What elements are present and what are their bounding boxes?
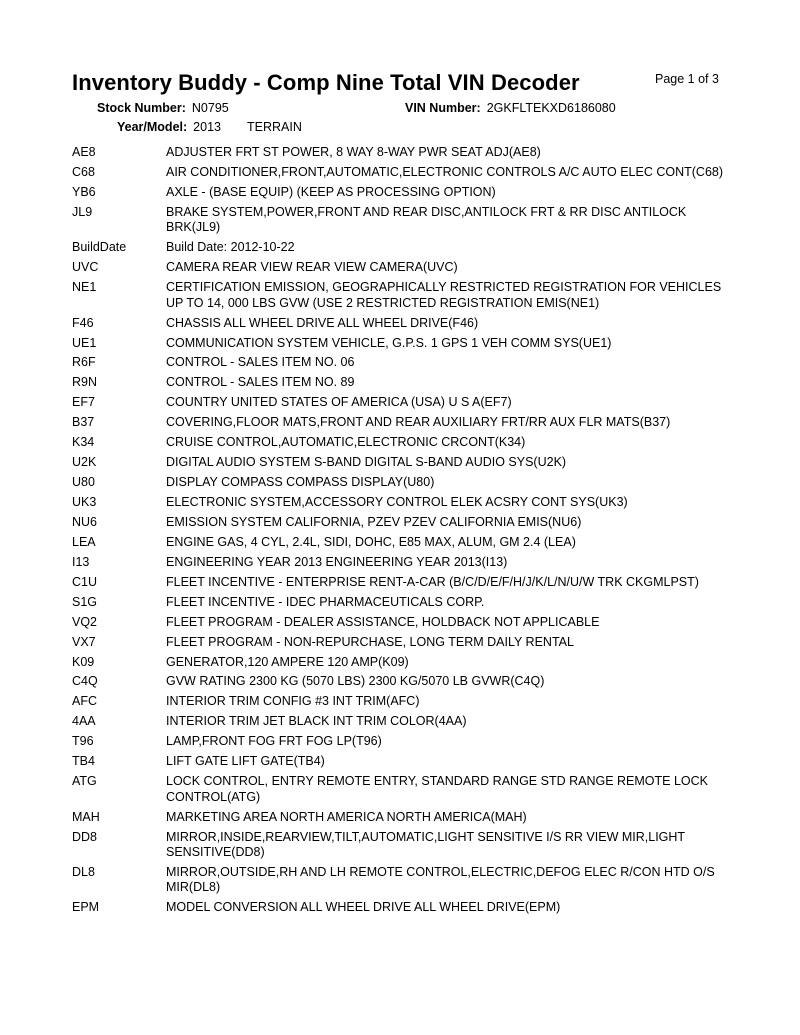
stock-number-field: [97, 101, 229, 115]
option-description: GENERATOR,120 AMPERE 120 AMP(K09): [166, 654, 409, 669]
option-code: EPM: [72, 900, 100, 915]
option-code: LEA: [72, 534, 96, 549]
option-code: U2K: [72, 455, 97, 470]
option-description: FLEET INCENTIVE - IDEC PHARMACEUTICALS CORP.: [166, 594, 485, 609]
option-code: F46: [72, 315, 94, 330]
option-description: DIGITAL AUDIO SYSTEM S-BAND DIGITAL S-BAND AUDIO SYS(U2K): [166, 455, 567, 470]
option-code: UE1: [72, 335, 97, 350]
option-code: NU6: [72, 514, 98, 529]
option-code: UVC: [72, 260, 99, 275]
option-code-row: [72, 280, 732, 315]
option-code: K09: [72, 654, 95, 669]
option-description: FLEET INCENTIVE - ENTERPRISE RENT-A-CAR (B/C/D/E/F/H/J/K/L/N/U/W TRK CKGMLPST): [166, 574, 699, 589]
option-code: ATG: [72, 774, 97, 789]
option-code: NE1: [72, 280, 97, 295]
page-indicator: Page 1 of 3: [655, 72, 719, 86]
option-description: FLEET PROGRAM - NON-REPURCHASE, LONG TERM DAILY RENTAL: [166, 634, 574, 649]
option-description: EMISSION SYSTEM CALIFORNIA, PZEV PZEV CALIFORNIA EMIS(NU6): [166, 514, 582, 529]
option-description: DISPLAY COMPASS COMPASS DISPLAY(U80): [166, 475, 435, 490]
option-code-row: [72, 595, 732, 615]
year-model-field: [117, 120, 302, 134]
option-description: AIR CONDITIONER,FRONT,AUTOMATIC,ELECTRONIC CONTROLS A/C AUTO ELEC CONT(C68): [166, 164, 724, 179]
option-code-row: [72, 145, 732, 165]
year-model-label: Year/Model:: [117, 120, 188, 134]
option-description: Build Date: 2012-10-22: [166, 240, 295, 255]
option-code-row: [72, 205, 732, 240]
stock-number-value: N0795: [191, 101, 229, 115]
option-code: B37: [72, 415, 95, 430]
option-code: MAH: [72, 809, 100, 824]
option-description: COMMUNICATION SYSTEM VEHICLE, G.P.S. 1 GPS 1 VEH COMM SYS(UE1): [166, 335, 612, 350]
option-code-row: [72, 734, 732, 754]
option-code: AFC: [72, 694, 97, 709]
option-code: 4AA: [72, 714, 96, 729]
option-description: ELECTRONIC SYSTEM,ACCESSORY CONTROL ELEK ACSRY CONT SYS(UK3): [166, 495, 628, 509]
option-code: T96: [72, 734, 94, 749]
document-title: Inventory Buddy - Comp Nine Total VIN Decoder: [72, 70, 580, 95]
option-code-row: [72, 395, 732, 415]
option-code: C68: [72, 164, 95, 179]
option-code-row: [72, 555, 732, 575]
option-description: CONTROL - SALES ITEM NO. 06: [166, 355, 355, 370]
option-code: JL9: [72, 204, 93, 219]
option-code: UK3: [72, 495, 97, 509]
option-code-row: [72, 575, 732, 595]
option-code-row: [72, 810, 732, 830]
option-code: C1U: [72, 574, 98, 589]
option-code-row: [72, 865, 732, 900]
vin-number-label: VIN Number:: [405, 101, 481, 115]
option-code-row: [72, 240, 732, 260]
option-code-row: [72, 336, 732, 356]
option-description: FLEET PROGRAM - DEALER ASSISTANCE, HOLDBACK NOT APPLICABLE: [166, 614, 600, 629]
option-code-row: [72, 316, 732, 336]
option-code-row: [72, 375, 732, 395]
option-description: BRAKE SYSTEM,POWER,FRONT AND REAR DISC,ANTILOCK FRT & RR DISC ANTILOCK BRK(JL9): [166, 204, 687, 235]
option-code: TB4: [72, 754, 95, 769]
option-code: DD8: [72, 829, 98, 844]
option-code-row: [72, 415, 732, 435]
option-code-row: [72, 355, 732, 375]
option-code-row: [72, 714, 732, 734]
option-code-row: [72, 830, 732, 865]
option-code-row: [72, 475, 732, 495]
option-code-row: [72, 455, 732, 475]
stock-number-label: Stock Number:: [97, 101, 186, 115]
option-description: MIRROR,INSIDE,REARVIEW,TILT,AUTOMATIC,LIGHT SENSITIVE I/S RR VIEW MIR,LIGHT SENSITIVE(DD8): [166, 829, 685, 859]
option-description: CERTIFICATION EMISSION, GEOGRAPHICALLY RESTRICTED REGISTRATION FOR VEHICLES UP TO 14, 000 LBS GVW (USE 2 RESTRICTED REGISTRATION EMIS(NE1): [166, 280, 722, 310]
option-code: VQ2: [72, 614, 98, 629]
option-code: DL8: [72, 864, 95, 879]
option-code: YB6: [72, 184, 96, 199]
option-code-row: [72, 615, 732, 635]
option-description: INTERIOR TRIM JET BLACK INT TRIM COLOR(4AA): [166, 714, 467, 729]
option-code-row: [72, 260, 732, 280]
option-code-row: [72, 495, 732, 515]
option-code: AE8: [72, 145, 96, 159]
model-value: TERRAIN: [246, 120, 302, 134]
option-code: EF7: [72, 395, 95, 410]
option-code-row: [72, 165, 732, 185]
option-code-row: [72, 185, 732, 205]
option-description: COUNTRY UNITED STATES OF AMERICA (USA) U S A(EF7): [166, 395, 512, 410]
option-code-row: [72, 754, 732, 774]
year-value: 2013: [193, 120, 221, 134]
option-code: R9N: [72, 375, 98, 390]
option-description: GVW RATING 2300 KG (5070 LBS) 2300 KG/5070 LB GVWR(C4Q): [166, 674, 545, 689]
option-code-row: [72, 694, 732, 714]
option-code-list: [72, 145, 732, 920]
option-code-row: [72, 515, 732, 535]
option-description: ENGINE GAS, 4 CYL, 2.4L, SIDI, DOHC, E85 MAX, ALUM, GM 2.4 (LEA): [166, 534, 576, 549]
option-code-row: [72, 635, 732, 655]
option-code: VX7: [72, 634, 96, 649]
option-description: CONTROL - SALES ITEM NO. 89: [166, 375, 355, 390]
option-description: MIRROR,OUTSIDE,RH AND LH REMOTE CONTROL,ELECTRIC,DEFOG ELEC R/CON HTD O/S MIR(DL8): [166, 864, 715, 895]
option-code: U80: [72, 475, 95, 490]
option-description: LOCK CONTROL, ENTRY REMOTE ENTRY, STANDARD RANGE STD RANGE REMOTE LOCK CONTROL(ATG): [166, 774, 708, 804]
option-code: I13: [72, 554, 90, 569]
option-code: S1G: [72, 594, 98, 609]
option-description: LIFT GATE LIFT GATE(TB4): [166, 754, 325, 769]
option-code: R6F: [72, 355, 96, 370]
option-description: ADJUSTER FRT ST POWER, 8 WAY 8-WAY PWR SEAT ADJ(AE8): [166, 145, 541, 159]
option-description: COVERING,FLOOR MATS,FRONT AND REAR AUXILIARY FRT/RR AUX FLR MATS(B37): [166, 415, 671, 430]
option-code-row: [72, 674, 732, 694]
vin-number-value: 2GKFLTEKXD6186080: [486, 101, 616, 115]
option-description: ENGINEERING YEAR 2013 ENGINEERING YEAR 2013(I13): [166, 554, 508, 569]
option-description: LAMP,FRONT FOG FRT FOG LP(T96): [166, 734, 382, 749]
option-code: BuildDate: [72, 240, 127, 255]
option-code-row: [72, 774, 732, 809]
option-code: C4Q: [72, 674, 98, 689]
option-description: CRUISE CONTROL,AUTOMATIC,ELECTRONIC CRCONT(K34): [166, 435, 526, 450]
option-description: CAMERA REAR VIEW REAR VIEW CAMERA(UVC): [166, 260, 458, 275]
option-code-row: [72, 435, 732, 455]
option-description: MODEL CONVERSION ALL WHEEL DRIVE ALL WHEEL DRIVE(EPM): [166, 900, 561, 915]
option-code: K34: [72, 435, 95, 450]
option-code-row: [72, 900, 732, 920]
option-description: MARKETING AREA NORTH AMERICA NORTH AMERICA(MAH): [166, 809, 527, 824]
option-code-row: [72, 655, 732, 675]
option-description: INTERIOR TRIM CONFIG #3 INT TRIM(AFC): [166, 694, 420, 709]
option-description: CHASSIS ALL WHEEL DRIVE ALL WHEEL DRIVE(F46): [166, 315, 479, 330]
option-code-row: [72, 535, 732, 555]
vin-number-field: [405, 101, 616, 115]
option-description: AXLE - (BASE EQUIP) (KEEP AS PROCESSING OPTION): [166, 184, 496, 199]
